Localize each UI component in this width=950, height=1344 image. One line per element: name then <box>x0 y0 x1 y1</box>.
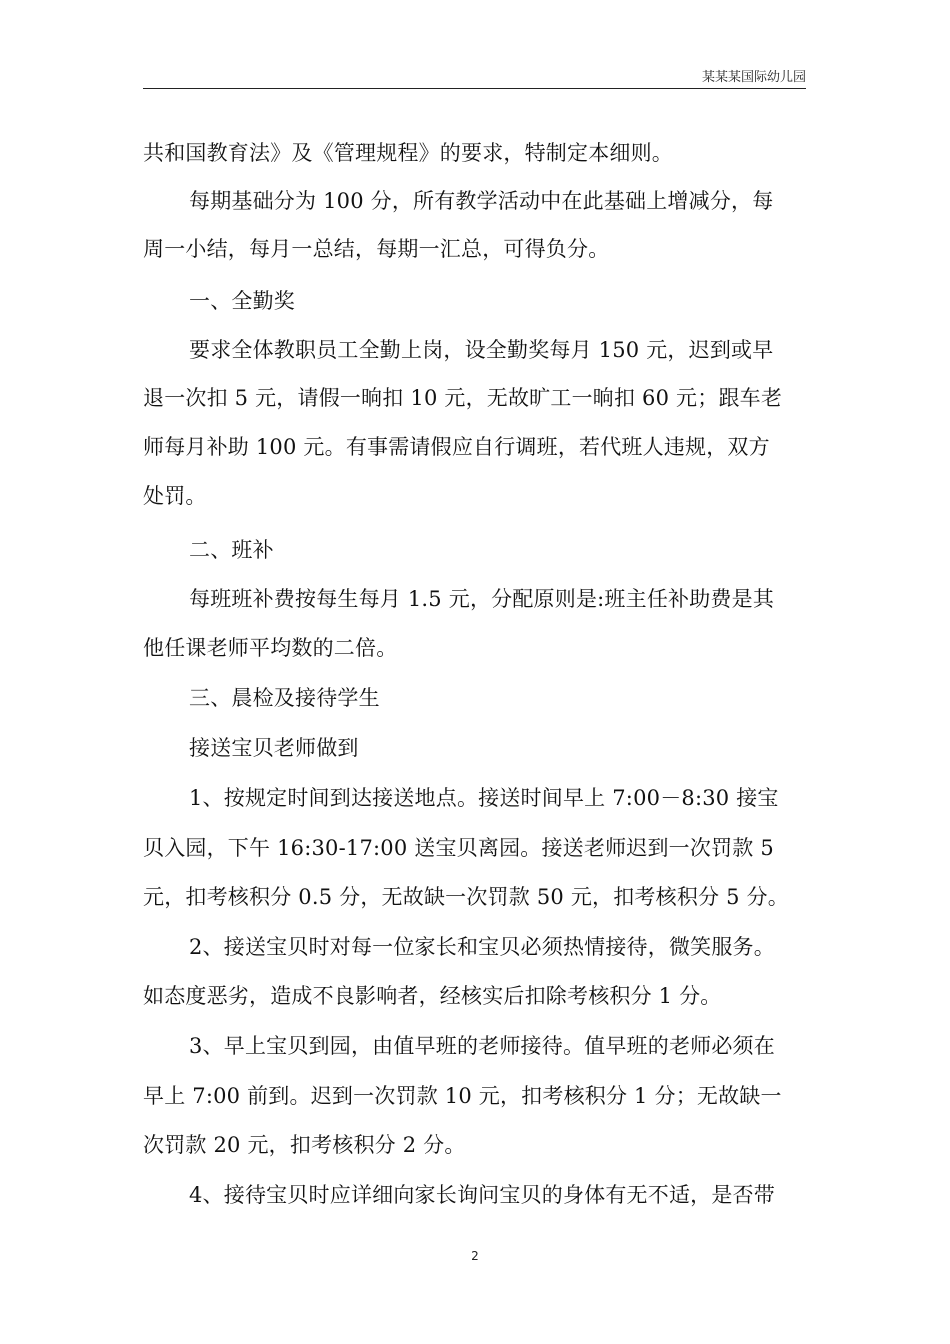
section-heading: 三、晨检及接待学生 <box>189 686 380 710</box>
page-header <box>143 66 806 89</box>
text-line: 4、接待宝贝时应详细向家长询问宝贝的身体有无不适，是否带 <box>189 1183 775 1207</box>
text-line: 接送宝贝老师做到 <box>189 736 359 760</box>
text-line: 师每月补助 100 元。有事需请假应自行调班，若代班人违规，双方 <box>143 435 770 459</box>
text-line: 每期基础分为 100 分，所有教学活动中在此基础上增减分，每 <box>189 189 774 213</box>
text-line: 要求全体教职员工全勤上岗，设全勤奖每月 150 元，迟到或早 <box>189 338 774 362</box>
text-line: 共和国教育法》及《管理规程》的要求，特制定本细则。 <box>143 141 673 165</box>
header-org-name: 某某某国际幼儿园 <box>701 70 806 85</box>
text-line: 3、早上宝贝到园，由值早班的老师接待。值早班的老师必须在 <box>189 1034 775 1058</box>
text-line: 每班班补费按每生每月 1.5 元，分配原则是:班主任补助费是其 <box>189 587 775 611</box>
page-number: 2 <box>471 1249 479 1263</box>
section-heading: 二、班补 <box>189 538 274 562</box>
text-line: 他任课老师平均数的二倍。 <box>143 636 398 660</box>
section-heading: 一、全勤奖 <box>189 289 295 313</box>
text-line: 2、接送宝贝时对每一位家长和宝贝必须热情接待，微笑服务。 <box>189 935 775 959</box>
text-line: 元，扣考核积分 0.5 分，无故缺一次罚款 50 元，扣考核积分 5 分。 <box>143 885 789 909</box>
text-line: 周一小结，每月一总结，每期一汇总，可得负分。 <box>143 237 610 261</box>
text-line: 早上 7:00 前到。迟到一次罚款 10 元，扣考核积分 1 分；无故缺一 <box>143 1084 782 1108</box>
text-line: 退一次扣 5 元，请假一晌扣 10 元，无故旷工一晌扣 60 元；跟车老 <box>143 386 783 410</box>
text-line: 1、按规定时间到达接送地点。接送时间早上 7:00－8:30 接宝 <box>189 786 779 810</box>
text-line: 次罚款 20 元，扣考核积分 2 分。 <box>143 1133 466 1157</box>
text-line: 贝入园，下午 16:30-17:00 送宝贝离园。接送老师迟到一次罚款 5 <box>143 836 774 860</box>
text-line: 如态度恶劣，造成不良影响者，经核实后扣除考核积分 1 分。 <box>143 984 722 1008</box>
text-line: 处罚。 <box>143 484 207 508</box>
